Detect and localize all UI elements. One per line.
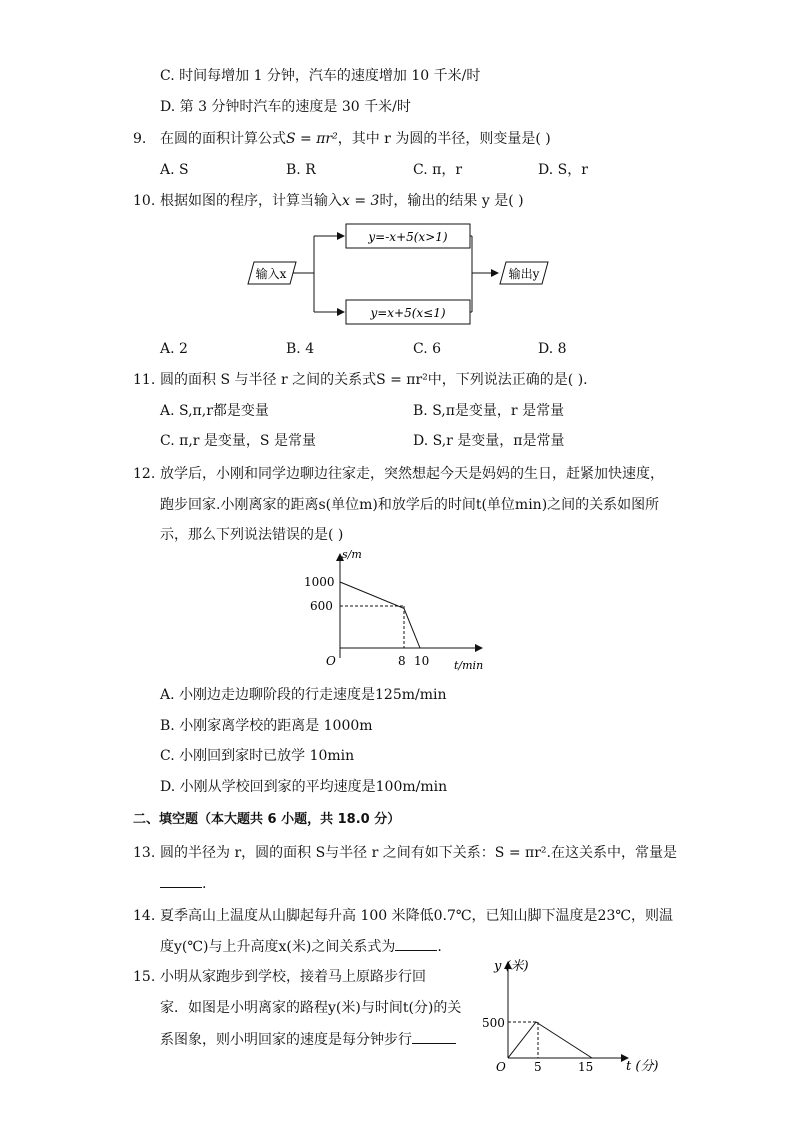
- q10-top-box-label: y=-x+5(x>1): [368, 230, 448, 244]
- q9-option-d: D. S，r: [538, 162, 588, 178]
- q11-stem: 圆的面积 S 与半径 r 之间的关系式S = πr²中，下列说法正确的是( ).: [160, 372, 588, 388]
- q14-tail: .: [437, 939, 442, 955]
- q9-formula: S = πr²: [286, 131, 338, 147]
- q12-option-a: A. 小刚边走边聊阶段的行走速度是125m/min: [160, 687, 447, 703]
- q10-number: 10.: [133, 193, 156, 209]
- q10-option-d: D. 8: [538, 341, 567, 357]
- q15-x-axis-label: t (分): [626, 1059, 659, 1074]
- q12-origin-label: O: [326, 654, 336, 668]
- q15-line-3-text: 系图象，则小明回家的速度是每分钟步行: [160, 1032, 412, 1048]
- q11-option-d: D. S,r 是变量，π是常量: [413, 433, 565, 449]
- q12-line-3: 示，那么下列说法错误的是( ): [160, 527, 344, 543]
- q9-text-a: 在圆的面积计算公式: [160, 131, 286, 147]
- q15-x-tick-5: 5: [534, 1060, 542, 1074]
- q14-answer-blank[interactable]: [395, 936, 437, 951]
- q9-number: 9.: [133, 131, 147, 147]
- section-2-title: 二、填空题（本大题共 6 小题，共 18.0 分）: [133, 812, 401, 827]
- q10-output-label: 输出y: [508, 267, 540, 281]
- q9-text-b: ，其中 r 为圆的半径，则变量是( ): [337, 131, 551, 147]
- q15-line-2: 家．如图是小明离家的路程y(米)与时间t(分)的关: [160, 1000, 462, 1016]
- q13-answer-line: [160, 873, 206, 894]
- q12-option-b: B. 小刚家离学校的距离是 1000m: [160, 718, 373, 734]
- q14-line-1: 夏季高山上温度从山脚起每升高 100 米降低0.7℃，已知山脚下温度是23℃，则温: [160, 908, 674, 924]
- q15-y-tick-500: 500: [482, 1016, 505, 1030]
- q15-number: 15.: [133, 969, 156, 985]
- q10-condition: x = 3: [342, 193, 380, 209]
- q14-line-2: [160, 936, 442, 957]
- q12-x-tick-8: 8: [398, 654, 406, 668]
- q10-option-c: C. 6: [413, 341, 442, 357]
- q10-bottom-box-label: y=x+5(x≤1): [370, 306, 446, 320]
- q12-option-d: D. 小刚从学校回到家的平均速度是100m/min: [160, 779, 448, 795]
- q12-y-axis-label: s/m: [342, 548, 362, 561]
- q15-y-axis-label: y (米): [494, 959, 529, 974]
- q12-line-1: 放学后，小刚和同学边聊边往家走，突然想起今天是妈妈的生日，赶紧加快速度，: [160, 466, 664, 482]
- q12-x-tick-10: 10: [414, 654, 430, 668]
- q10-text-b: 时，输出的结果 y 是( ): [379, 193, 524, 209]
- q12-y-tick-600: 600: [310, 599, 333, 613]
- q9-option-b: B. R: [286, 162, 316, 178]
- q15-origin-label: O: [496, 1060, 506, 1074]
- q15-answer-blank[interactable]: [412, 1029, 456, 1044]
- q10-flowchart: [244, 222, 560, 330]
- q10-text-a: 根据如图的程序，计算当输入: [160, 193, 342, 209]
- q11-option-b: B. S,π是变量，r 是常量: [413, 403, 565, 419]
- q11-number: 11.: [133, 372, 156, 388]
- q10-stem: [160, 191, 524, 211]
- q12-y-tick-1000: 1000: [304, 575, 335, 589]
- q9-option-c: C. π，r: [413, 162, 463, 178]
- q10-option-b: B. 4: [286, 341, 315, 357]
- q10-input-label: 输入x: [255, 267, 287, 281]
- q11-option-c: C. π,r 是变量，S 是常量: [160, 433, 316, 449]
- q8-option-c: C. 时间每增加 1 分钟，汽车的速度增加 10 千米/时: [160, 68, 481, 84]
- q15-line-1: 小明从家跑步到学校，接着马上原路步行回: [160, 969, 426, 985]
- q15-series-line: [508, 1022, 592, 1058]
- q10-option-a: A. 2: [160, 341, 188, 357]
- q13-answer-blank[interactable]: [160, 873, 202, 888]
- q13-tail: .: [202, 876, 207, 892]
- q12-line-2: 跑步回家.小刚离家的距离s(单位m)和放学后的时间t(单位min)之间的关系如图所: [160, 497, 660, 513]
- q9-option-a: A. S: [160, 162, 189, 178]
- q8-option-d: D. 第 3 分钟时汽车的速度是 30 千米/时: [160, 99, 411, 115]
- q12-x-axis-label: t/min: [454, 659, 484, 672]
- q13-stem: 圆的半径为 r，圆的面积 S与半径 r 之间有如下关系：S = πr².在这关系中，常量是: [160, 845, 677, 861]
- q15-line-3: [160, 1029, 456, 1050]
- q9-stem: [160, 129, 551, 149]
- q12-chart: [296, 548, 496, 674]
- q12-series-line: [340, 582, 420, 648]
- q13-number: 13.: [133, 845, 156, 861]
- q15-x-tick-15: 15: [578, 1060, 594, 1074]
- q12-option-c: C. 小刚回到家时已放学 10min: [160, 748, 355, 764]
- q14-line-2-text: 度y(℃)与上升高度x(米)之间关系式为: [160, 939, 396, 955]
- q12-number: 12.: [133, 466, 156, 482]
- q14-number: 14.: [133, 908, 156, 924]
- q15-chart: [482, 954, 664, 1076]
- q11-option-a: A. S,π,r都是变量: [160, 403, 269, 419]
